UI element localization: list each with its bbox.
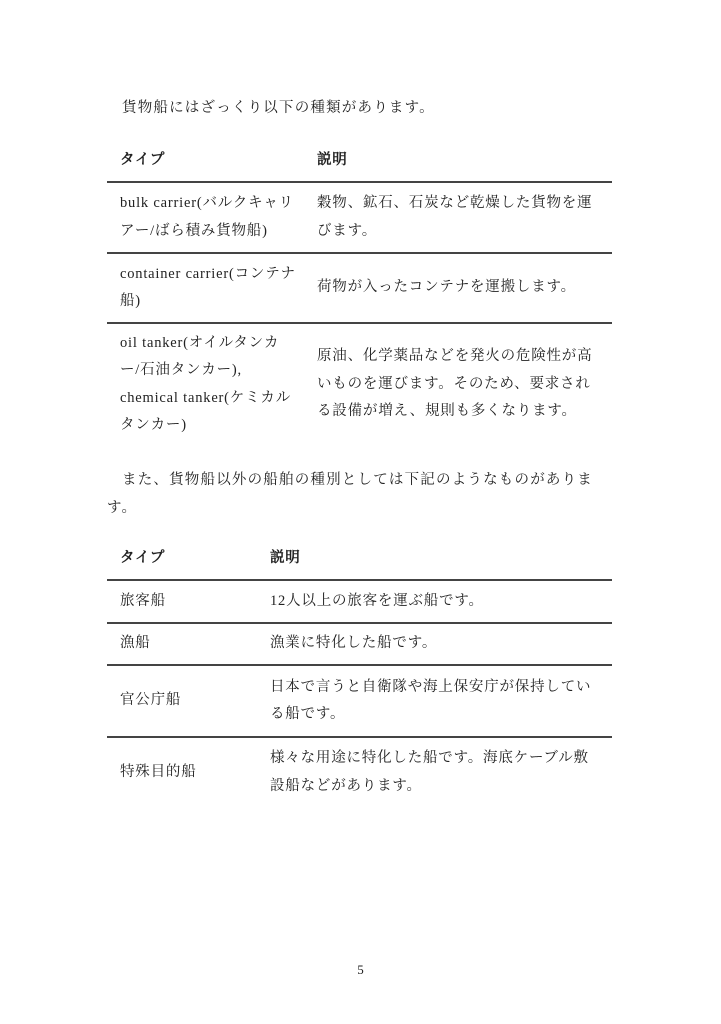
table-row [107,580,612,623]
second-paragraph: また、貨物船以外の船舶の種別としては下記のようなものがあります。 [107,472,593,516]
type-cell: container carrier(コンテナ船) [107,253,317,323]
type-cell: 漁船 [107,623,270,665]
header-description: 説明 [317,151,348,168]
type-cell: bulk carrier(バルクキャリアー/ばら積み貨物船) [107,182,317,253]
table-row [107,323,612,445]
header-type: タイプ [120,549,166,566]
header-type: タイプ [120,151,166,168]
cargo-ship-types-table [107,140,612,445]
intro-paragraph: 貨物船にはざっくり以下の種類があります。 [122,100,435,116]
type-cell: oil tanker(オイルタンカー/石油タンカー), chemical tanker(ケミカルタンカー) [107,323,317,445]
table-row [107,623,612,665]
description-cell: 原油、化学薬品などを発火の危険性が高いものを運びます。そのため、要求される設備が増え、規則も多くなります。 [317,323,612,445]
type-cell: 特殊目的船 [107,737,270,807]
description-cell: 日本で言うと自衛隊や海上保安庁が保持している船です。 [270,665,612,737]
table-header-row [107,140,612,182]
table-row [107,665,612,737]
page-number: 5 [357,962,364,977]
description-cell: 穀物、鉱石、石炭など乾燥した貨物を運びます。 [317,182,612,253]
description-cell: 漁業に特化した船です。 [270,623,612,665]
table-row [107,253,612,323]
description-cell: 様々な用途に特化した船です。海底ケーブル敷設船などがあります。 [270,737,612,807]
header-description: 説明 [270,549,301,566]
description-cell: 12人以上の旅客を運ぶ船です。 [270,580,612,623]
other-ship-types-table [107,538,612,807]
description-cell: 荷物が入ったコンテナを運搬します。 [317,253,612,323]
type-cell: 官公庁船 [107,665,270,737]
table-row [107,737,612,807]
table-header-row [107,538,612,580]
type-cell: 旅客船 [107,580,270,623]
table-row [107,182,612,253]
